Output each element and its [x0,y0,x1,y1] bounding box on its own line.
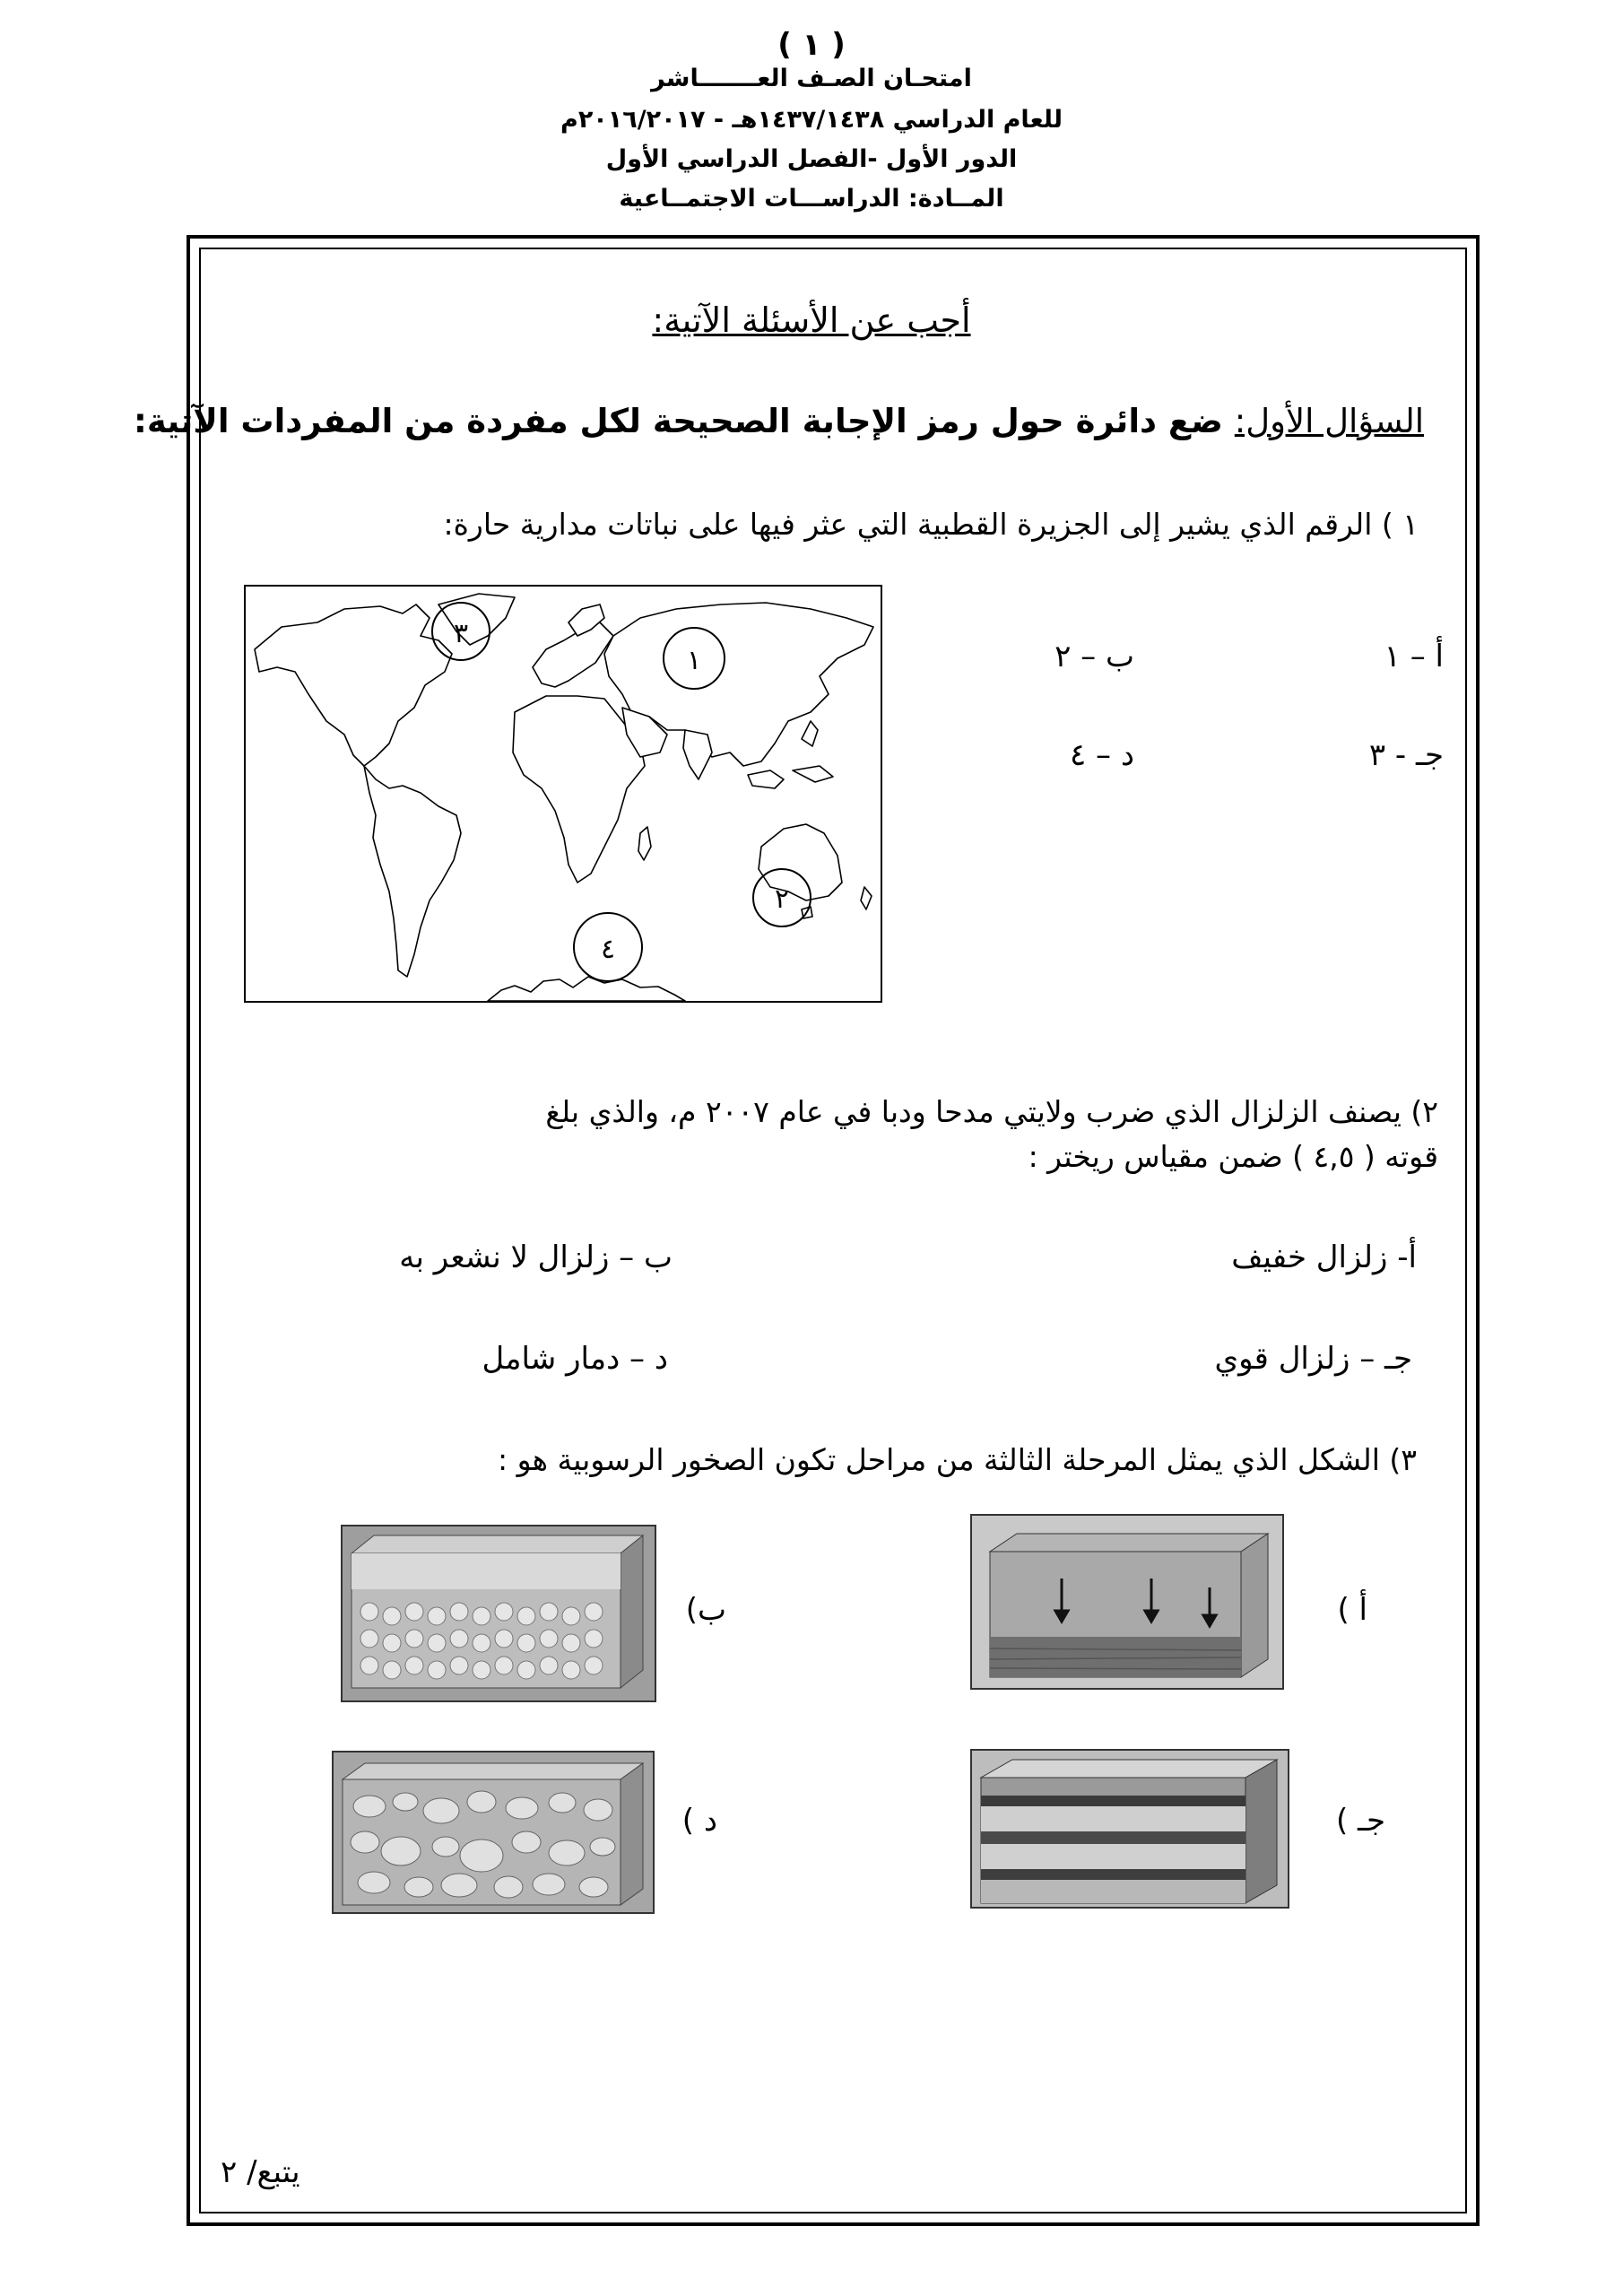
exam-subject: المــادة: الدراســـات الاجتمــاعية [619,185,1004,213]
continue-note: يتبع/ ٢ [221,2154,300,2190]
item-2-option-a[interactable]: أ- زلزال خفيف [1231,1239,1417,1275]
academic-year: للعام الدراسي ١٤٣٧/١٤٣٨هـ - ٢٠١٦/٢٠١٧م [560,106,1063,134]
item-2-stem-line-2: قوته ( ٤,٥ ) ضمن مقياس ريختر : [1028,1139,1438,1174]
exam-title: امتحـان الصـف العـــــــاشر [651,65,972,92]
map-label-2: ٢ [774,883,790,915]
item-3-option-b[interactable]: ب) [685,1592,726,1628]
shells-sediment-drawing [334,1752,653,1912]
question-1-title [134,402,1424,440]
item-2-option-b[interactable]: ب – زلزال لا نشعر به [399,1239,673,1275]
world-map-drawing [246,587,881,1001]
item-1-option-d[interactable]: د – ٤ [1069,737,1134,773]
compaction-drawing [343,1526,655,1700]
item-3-option-d[interactable]: د ) [681,1803,717,1839]
map-label-3: ٣ [453,618,469,649]
item-3-option-c[interactable]: جـ ) [1335,1803,1385,1839]
item-1-option-c[interactable]: جـ - ٣ [1368,737,1444,773]
instruction: أجب عن الأسئلة الآتية: [652,300,971,340]
sediment-image-b [341,1525,656,1702]
item-2-stem-line-1: ٢) يصنف الزلزال الذي ضرب ولايتي مدحا ودبا في عام ٢٠٠٧ م، والذي بلغ [545,1094,1438,1129]
item-2-option-c[interactable]: جـ – زلزال قوي [1214,1341,1412,1377]
settling-sediment-drawing [972,1516,1282,1688]
question-1-text: ضع دائرة حول رمز الإجابة الصحيحة لكل مفردة من المفردات الآتية: [134,402,1235,440]
item-1-option-a[interactable]: أ – ١ [1384,639,1444,674]
world-map [244,585,882,1003]
sediment-image-d [332,1751,655,1914]
page-number: ( ١ ) [777,27,846,63]
item-1-stem: ١ ) الرقم الذي يشير إلى الجزيرة القطبية التي عثر فيها على نباتات مدارية حارة: [443,507,1419,542]
map-label-4: ٤ [600,934,616,965]
map-label-1: ١ [686,645,702,676]
exam-term: الدور الأول -الفصل الدراسي الأول [605,145,1018,173]
sediment-image-c [970,1749,1289,1909]
item-1-option-b[interactable]: ب – ٢ [1055,639,1134,674]
layered-rock-drawing [972,1751,1288,1907]
page-frame-inner [199,248,1467,2213]
question-1-label: السؤال الأول: [1234,402,1424,440]
item-3-option-a[interactable]: أ ) [1337,1592,1367,1628]
sediment-image-a [970,1514,1284,1690]
item-2-option-d[interactable]: د – دمار شامل [482,1341,668,1377]
item-3-stem: ٣) الشكل الذي يمثل المرحلة الثالثة من مراحل تكون الصخور الرسوبية هو : [497,1442,1417,1477]
